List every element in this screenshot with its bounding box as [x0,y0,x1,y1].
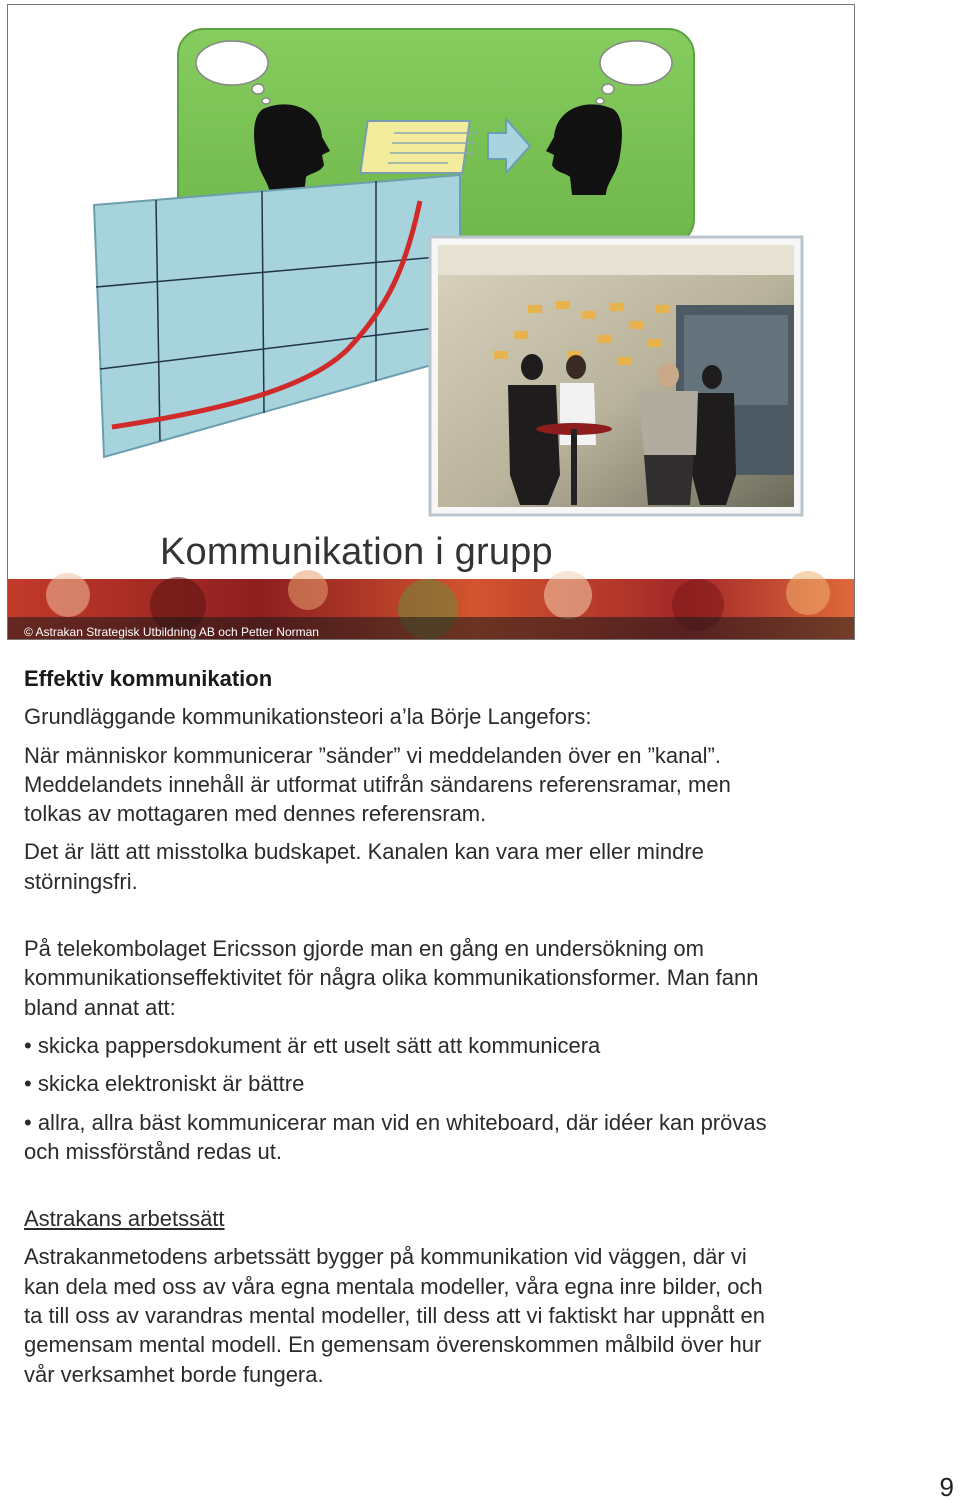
slide-title: Kommunikation i grupp [160,531,553,573]
paragraph-line: När människor kommunicerar ”sänder” vi meddelanden över en ”kanal”. [24,742,721,768]
paragraph-line: Meddelandets innehåll är utformat utifrån sändarens referensramar, men [24,771,731,797]
bullet-item: • skicka pappersdokument är ett uselt sätt att kommunicera [24,1032,601,1058]
page-number: 9 [939,1472,954,1502]
paragraph-line: störningsfri. [24,868,138,894]
slide-copyright: © Astrakan Strategisk Utbildning AB och Petter Norman [24,625,319,639]
paragraph-line: Astrakanmetodens arbetssätt bygger på kommunikation vid väggen, där vi [24,1244,747,1270]
section-heading-effective-communication: Effektiv kommunikation [24,666,273,691]
document-body [24,664,864,1389]
growth-chart-icon [94,175,460,457]
paragraph-line: vår verksamhet borde fungera. [24,1361,324,1387]
paragraph-line: Det är lätt att misstolka budskapet. Kanalen kan vara mer eller mindre [24,839,704,865]
paragraph-line: bland annat att: [24,994,176,1020]
paragraph-line: ta till oss av varandras mental modeller, till dess att vi faktiskt har uppnått en [24,1303,766,1329]
bullet-item: • allra, allra bäst kommunicerar man vid en whiteboard, där idéer kan prövas [24,1109,767,1135]
paragraph-line: kommunikationseffektivitet för några olika kommunikationsformer. Man fann [24,965,759,991]
paragraph-line: På telekombolaget Ericsson gjorde man en gång en undersökning om [24,936,704,962]
paragraph-line: kan dela med oss av våra egna mentala modeller, våra egna inre bilder, och [24,1273,763,1299]
bullet-item: • skicka elektroniskt är bättre [24,1071,305,1097]
bullet-item-continuation: och missförstånd redas ut. [24,1138,283,1164]
slide [7,4,855,640]
paragraph-line: tolkas av mottagaren med dennes referensram. [24,801,487,827]
section-heading-astrakan: Astrakans arbetssätt [24,1206,225,1232]
group-photo [430,237,802,515]
intro-paragraph: Grundläggande kommunikationsteori a’la Börje Langefors: [24,704,592,730]
message-note-icon [360,121,478,173]
paragraph-line: gemensam mental modell. En gemensam överenskommen målbild över hur [24,1332,762,1358]
